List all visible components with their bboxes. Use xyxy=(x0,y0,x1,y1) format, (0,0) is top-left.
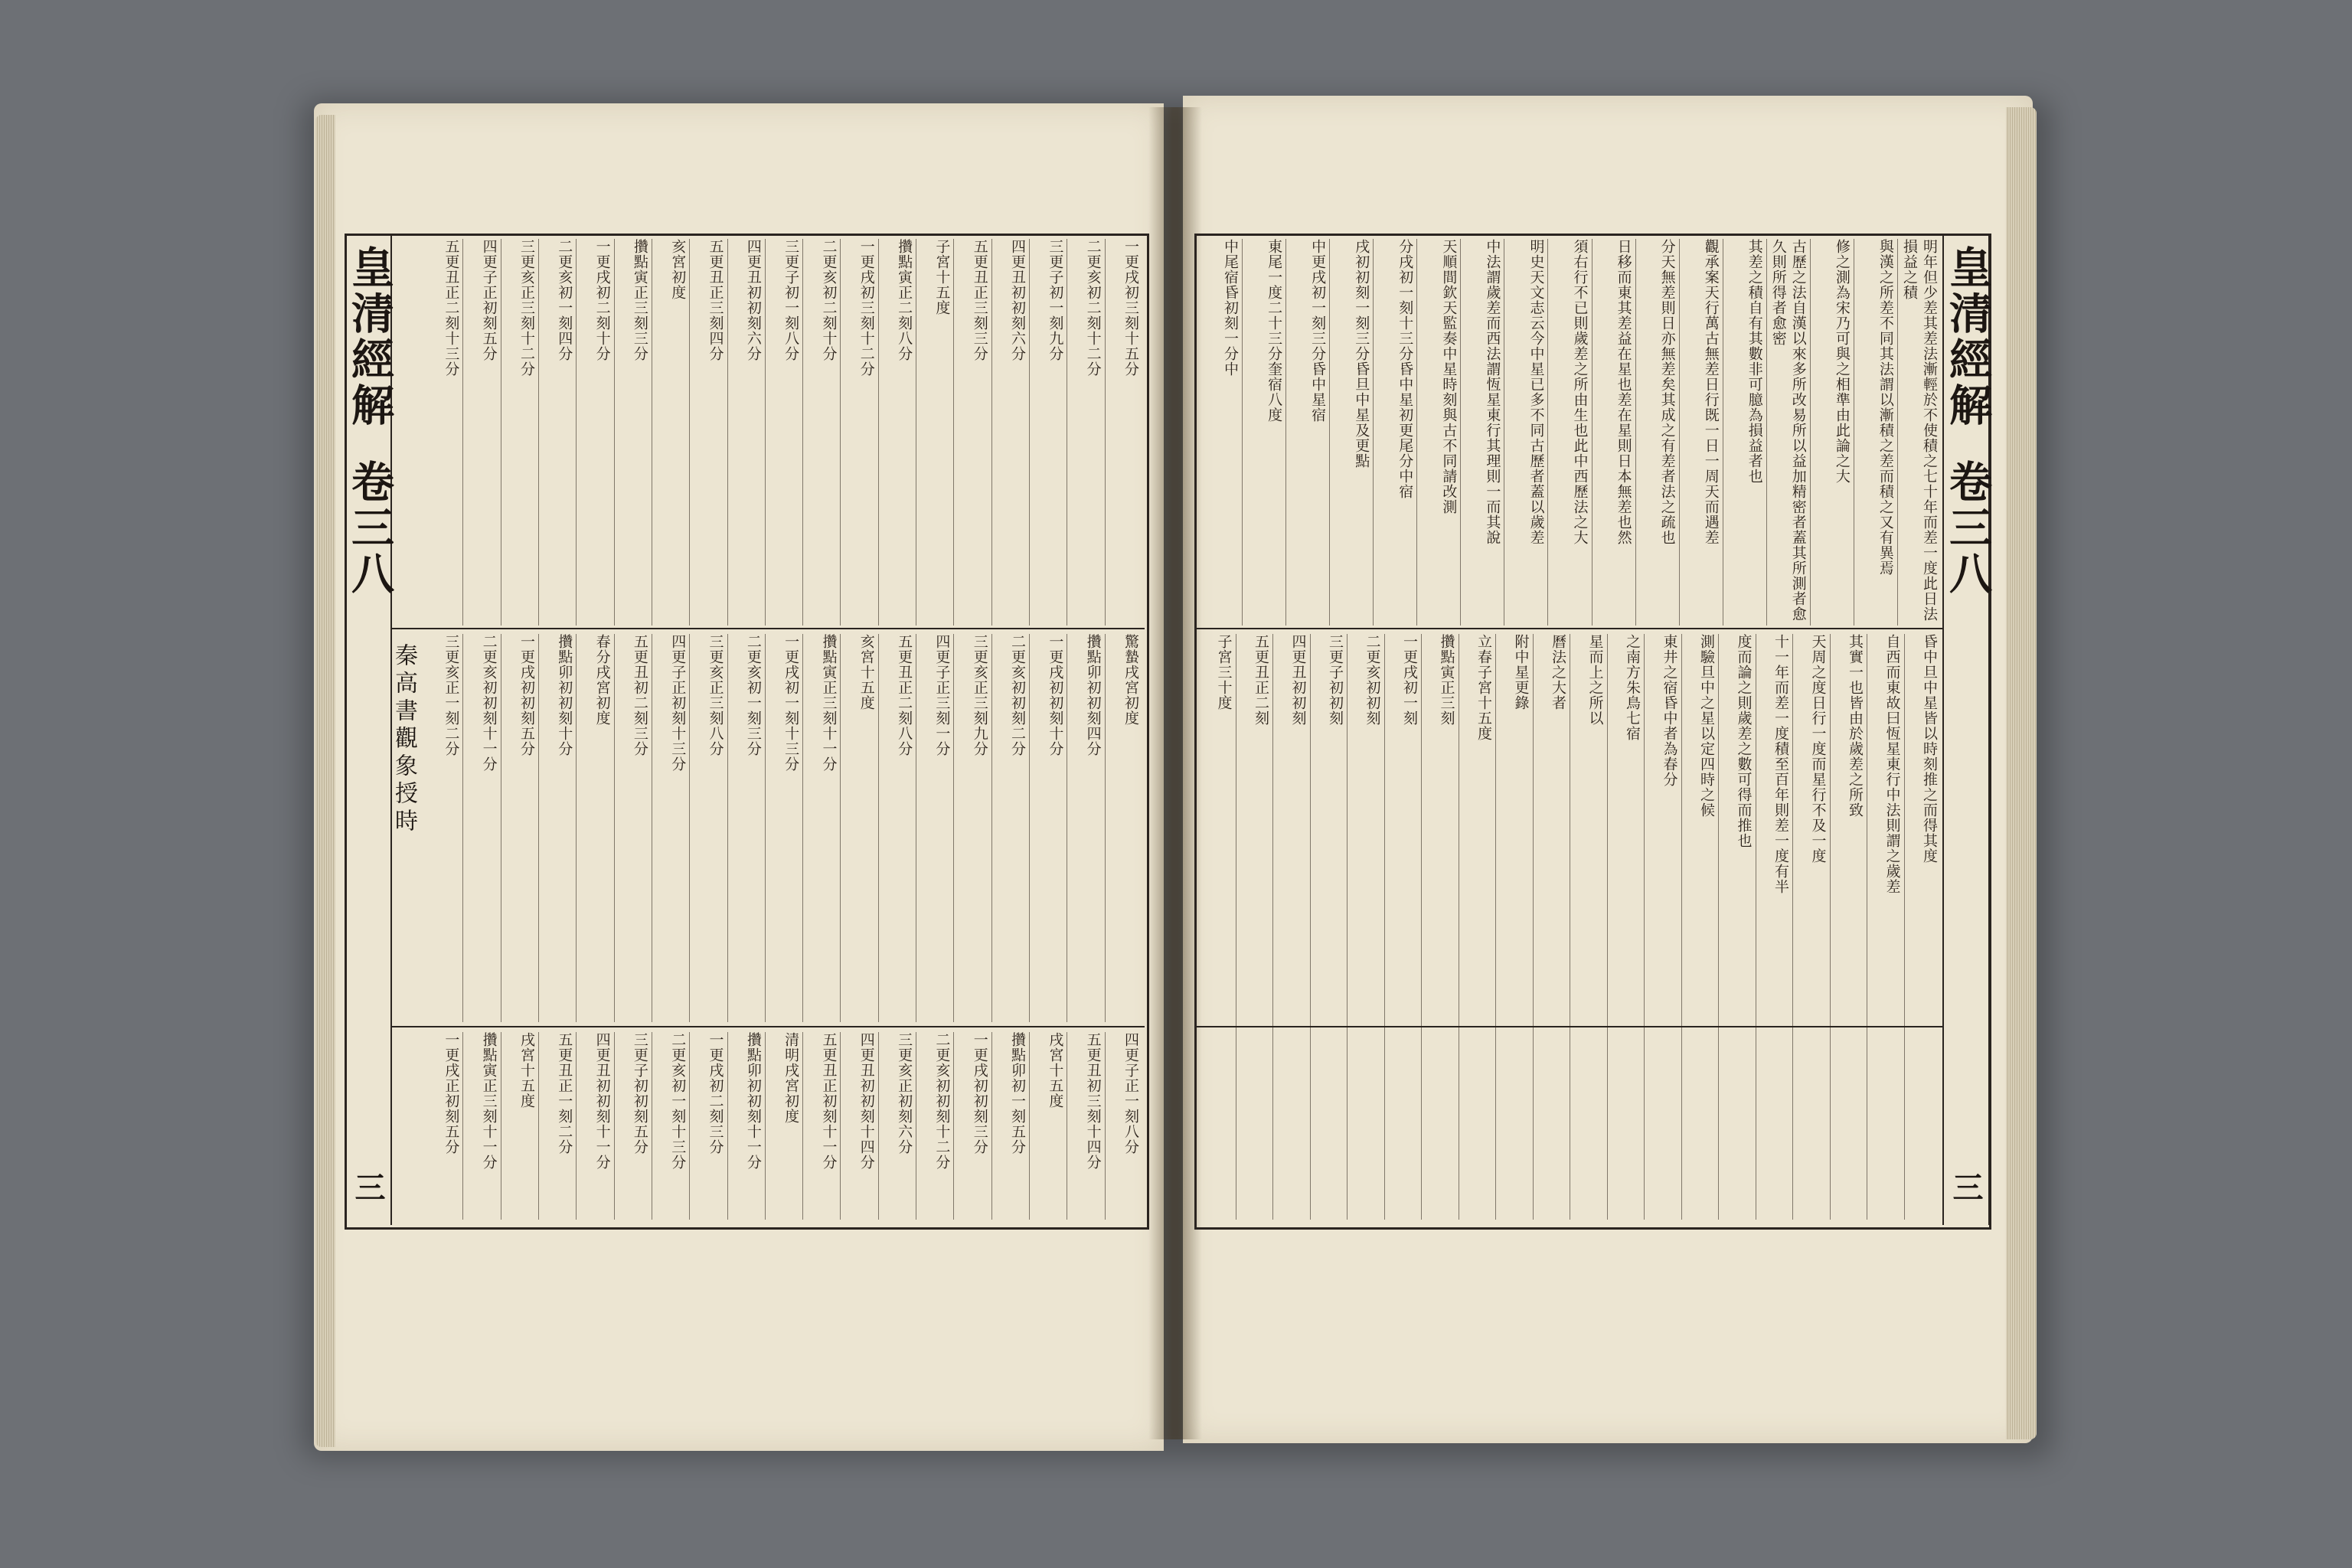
column-rule xyxy=(765,239,766,626)
table-cell: 春分戌宮初度 xyxy=(593,634,611,726)
table-cell: 攢點卯初一刻五分 xyxy=(1009,1032,1027,1155)
table-cell: 二更亥初一刻四分 xyxy=(556,239,573,361)
commentary-column: 須右行不已則歲差之所由生也此中西歷法之大 xyxy=(1571,239,1589,545)
table-cell: 五更丑正初刻十一分 xyxy=(820,1032,838,1170)
column-rule xyxy=(1547,239,1548,626)
commentary-column: 修之測為宋乃可與之相準由此論之大 xyxy=(1833,239,1851,484)
commentary-column: 二更亥初初刻 xyxy=(1364,634,1381,726)
commentary-column: 子宮三十度 xyxy=(1215,634,1233,710)
column-rule xyxy=(1105,239,1106,626)
table-cell: 二更亥初二刻十二分 xyxy=(1084,239,1102,377)
column-rule xyxy=(840,239,841,626)
column-rule xyxy=(1607,634,1608,1220)
table-cell: 二更亥初一刻十三分 xyxy=(669,1032,687,1170)
column-rule xyxy=(1421,634,1422,1220)
table-cell: 一更戌初初刻十分 xyxy=(1047,634,1064,756)
table-cell: 攢點寅正三刻十一分 xyxy=(820,634,838,772)
column-rule xyxy=(1272,634,1273,1220)
left-header-title: 皇清經解 xyxy=(345,245,395,429)
commentary-column: 戌初初刻一刻三分昏旦中星及更點 xyxy=(1353,239,1370,469)
right-folio-number: 三 xyxy=(1948,1171,1984,1202)
table-cell: 四更丑初初刻六分 xyxy=(744,239,762,361)
table-cell: 五更丑正二刻十三分 xyxy=(443,239,460,377)
column-rule xyxy=(1460,239,1461,626)
commentary-column: 天周之度日行一度而星行不及一度 xyxy=(1809,634,1827,864)
left-folio-number: 三 xyxy=(350,1171,386,1202)
column-rule xyxy=(1373,239,1374,626)
column-rule xyxy=(462,1032,463,1220)
column-rule xyxy=(991,634,992,1022)
column-rule xyxy=(1644,634,1645,1220)
table-cell: 四更子正初刻十三分 xyxy=(669,634,687,772)
column-rule xyxy=(878,239,879,626)
table-cell: 戌宮十五度 xyxy=(1047,1032,1064,1109)
table-cell: 四更子正一刻八分 xyxy=(1122,1032,1139,1155)
column-rule xyxy=(1105,634,1106,1022)
commentary-column: 明史天文志云今中星已多不同古歷者蓋以歲差 xyxy=(1527,239,1545,545)
table-cell: 二更亥初初刻二分 xyxy=(1009,634,1027,756)
column-rule xyxy=(840,1032,841,1220)
table-cell: 一更戌初二刻十分 xyxy=(593,239,611,361)
right-header-title: 皇清經解 xyxy=(1942,245,1993,429)
column-rule xyxy=(1679,239,1680,626)
table-cell: 二更亥初一刻三分 xyxy=(744,634,762,756)
column-rule xyxy=(1810,239,1811,626)
left-row-divider-2 xyxy=(390,1026,1145,1027)
table-cell: 攢點寅正三刻三分 xyxy=(631,239,648,361)
table-cell: 三更子初一刻八分 xyxy=(782,239,800,361)
table-cell: 三更子初初刻五分 xyxy=(631,1032,648,1155)
commentary-column: 中更戌初一刻三分昏中星宿 xyxy=(1309,239,1327,423)
left-header-volume: 卷三八 xyxy=(345,459,395,597)
commentary-column: 攢點寅正三刻 xyxy=(1438,634,1455,726)
column-rule xyxy=(991,239,992,626)
commentary-column: 四更丑初初刻 xyxy=(1289,634,1307,726)
column-rule xyxy=(765,634,766,1022)
table-cell: 四更子正三刻一分 xyxy=(933,634,951,756)
column-rule xyxy=(1718,634,1719,1220)
table-cell: 三更亥正三刻八分 xyxy=(707,634,724,756)
commentary-column: 中尾宿昏初刻一分中 xyxy=(1222,239,1240,377)
column-rule xyxy=(991,1032,992,1220)
column-rule xyxy=(538,1032,539,1220)
column-rule xyxy=(1766,239,1767,626)
table-cell: 三更子初一刻九分 xyxy=(1047,239,1064,361)
table-cell: 五更丑正三刻四分 xyxy=(707,239,724,361)
table-cell: 一更戌初一刻十三分 xyxy=(782,634,800,772)
commentary-column: 十一年而差一度積至百年則差一度有半 xyxy=(1772,634,1789,894)
table-cell: 一更戌初初刻五分 xyxy=(518,634,535,756)
right-row-divider-1 xyxy=(1194,628,1942,629)
commentary-column: 自西而東故曰恆星東行中法則謂之歲差 xyxy=(1883,634,1901,894)
column-rule xyxy=(878,634,879,1022)
column-rule xyxy=(1384,634,1385,1220)
table-cell: 二更亥初初刻十二分 xyxy=(933,1032,951,1170)
commentary-column: 日移而東其差益在星也差在星則日本無差也然 xyxy=(1615,239,1632,545)
column-rule xyxy=(1310,634,1311,1220)
table-cell: 三更亥正三刻九分 xyxy=(971,634,988,756)
column-rule xyxy=(538,634,539,1022)
table-cell: 一更戌初三刻十二分 xyxy=(858,239,875,377)
table-cell: 亥宮初度 xyxy=(669,239,687,300)
commentary-column: 分天無差則日亦無差矣其成之有差者法之疏也 xyxy=(1658,239,1676,545)
table-cell: 二更亥初二刻十分 xyxy=(820,239,838,361)
commentary-column: 測驗旦中之星以定四時之候 xyxy=(1698,634,1715,818)
table-cell: 戌宮十五度 xyxy=(518,1032,535,1109)
commentary-column: 中法謂歲差而西法謂恆星東行其理則一而其說 xyxy=(1484,239,1501,545)
commentary-column: 其實一也皆由於歲差之所致 xyxy=(1847,634,1864,818)
column-rule xyxy=(1681,634,1682,1220)
commentary-column: 分戌初一刻十三分昏中星初更尾分中宿 xyxy=(1396,239,1414,499)
table-cell: 一更戌初二刻三分 xyxy=(707,1032,724,1155)
column-rule xyxy=(576,634,577,1022)
column-rule xyxy=(689,239,690,626)
column-rule xyxy=(1105,1032,1106,1220)
commentary-column: 其差之積自有其數非可臆為損益者也 xyxy=(1746,239,1763,484)
column-rule xyxy=(1347,634,1348,1220)
commentary-column: 昏中旦中星皆以時刻推之而得其度 xyxy=(1921,634,1938,864)
commentary-column: 明年但少差其差法漸輕於不使積之七十年而差一度此日法損益之積 xyxy=(1900,239,1938,622)
column-rule xyxy=(576,239,577,626)
column-rule xyxy=(614,1032,615,1220)
commentary-column: 立春子宮十五度 xyxy=(1475,634,1492,741)
column-rule xyxy=(1029,634,1030,1022)
commentary-column: 一更戌初一刻 xyxy=(1401,634,1418,726)
table-cell: 清明戌宮初度 xyxy=(782,1032,800,1124)
column-rule xyxy=(727,1032,728,1220)
column-rule xyxy=(1830,634,1831,1220)
table-cell: 二更亥初初刻十一分 xyxy=(480,634,498,772)
column-rule xyxy=(1416,239,1417,626)
table-cell: 五更丑正二刻八分 xyxy=(896,634,913,756)
table-cell: 四更丑初初刻十一分 xyxy=(593,1032,611,1170)
column-rule xyxy=(802,1032,803,1220)
table-cell: 四更丑初初刻十四分 xyxy=(858,1032,875,1170)
column-rule xyxy=(953,1032,954,1220)
column-rule xyxy=(689,1032,690,1220)
column-rule xyxy=(1897,239,1898,626)
table-cell: 一更戌初初刻三分 xyxy=(971,1032,988,1155)
left-page-edges xyxy=(315,115,335,1447)
column-rule xyxy=(953,239,954,626)
column-rule xyxy=(1792,634,1793,1220)
column-rule xyxy=(1904,634,1905,1220)
column-rule xyxy=(840,634,841,1022)
column-rule xyxy=(802,634,803,1022)
table-cell: 五更丑正三刻三分 xyxy=(971,239,988,361)
left-section-title: 秦高書觀象授時 xyxy=(390,643,417,836)
table-cell: 五更丑正一刻二分 xyxy=(556,1032,573,1155)
column-rule xyxy=(576,1032,577,1220)
commentary-column: 五更丑正二刻 xyxy=(1253,634,1269,726)
table-cell: 亥宮十五度 xyxy=(858,634,875,710)
table-cell: 四更子正初刻五分 xyxy=(480,239,498,361)
table-cell: 攢點卯初初刻十一分 xyxy=(744,1032,762,1170)
column-rule xyxy=(1495,634,1496,1220)
column-rule xyxy=(538,239,539,626)
table-cell: 三更亥正初刻六分 xyxy=(896,1032,913,1155)
table-cell: 三更亥正三刻十二分 xyxy=(518,239,535,377)
column-rule xyxy=(953,634,954,1022)
column-rule xyxy=(1029,239,1030,626)
table-cell: 五更丑初三刻十四分 xyxy=(1084,1032,1102,1170)
commentary-column: 三更子初初刻 xyxy=(1327,634,1344,726)
table-cell: 攢點卯初初刻十分 xyxy=(556,634,573,756)
table-cell: 一更戌初三刻十五分 xyxy=(1122,239,1139,377)
table-cell: 五更丑初二刻三分 xyxy=(631,634,648,756)
column-rule xyxy=(1533,634,1534,1220)
column-rule xyxy=(765,1032,766,1220)
commentary-column: 古歷之法自漢以來多所改易所以益加精密者蓋其所測者愈久則所得者愈密 xyxy=(1769,239,1807,622)
commentary-column: 東井之宿昏中者為春分 xyxy=(1661,634,1678,787)
commentary-column: 曆法之大者 xyxy=(1550,634,1566,710)
column-rule xyxy=(878,1032,879,1220)
column-rule xyxy=(1029,1032,1030,1220)
table-cell: 子宮十五度 xyxy=(933,239,951,315)
commentary-column: 度而論之則歲差之數可得而推也 xyxy=(1735,634,1753,848)
column-rule xyxy=(462,634,463,1022)
table-cell: 四更丑初初刻六分 xyxy=(1009,239,1027,361)
table-cell: 一更戌正初刻五分 xyxy=(443,1032,460,1155)
column-rule xyxy=(802,239,803,626)
column-rule xyxy=(1635,239,1636,626)
table-cell: 驚蟄戌宮初度 xyxy=(1122,634,1139,726)
commentary-column: 之南方朱鳥七宿 xyxy=(1624,634,1641,741)
right-header-volume: 卷三八 xyxy=(1942,459,1993,597)
left-row-divider-1 xyxy=(390,628,1145,629)
commentary-column: 附中星更錄 xyxy=(1512,634,1530,710)
table-cell: 攢點寅正三刻十一分 xyxy=(480,1032,498,1170)
column-rule xyxy=(689,634,690,1022)
column-rule xyxy=(727,239,728,626)
table-cell: 攢點卯初初刻四分 xyxy=(1084,634,1102,756)
right-page-edges xyxy=(2006,107,2037,1439)
commentary-column: 與漢之所差不同其法謂以漸積之差而積之又有異焉 xyxy=(1877,239,1894,576)
commentary-column: 星而上之所以 xyxy=(1586,634,1604,726)
column-rule xyxy=(462,239,463,626)
column-rule xyxy=(1242,239,1243,626)
commentary-column: 天順間欽天監奏中星時刻與古不同請改測 xyxy=(1440,239,1458,514)
column-rule xyxy=(614,634,615,1022)
column-rule xyxy=(1285,239,1286,626)
table-cell: 攢點寅正二刻八分 xyxy=(896,239,913,361)
column-rule xyxy=(614,239,615,626)
table-cell: 三更亥正一刻二分 xyxy=(443,634,460,756)
column-rule xyxy=(727,634,728,1022)
column-rule xyxy=(1329,239,1330,626)
commentary-column: 東尾一度二十三分奎宿八度 xyxy=(1266,239,1283,423)
commentary-column: 觀承案天行萬古無差日行既一日一周天而遇差 xyxy=(1702,239,1720,545)
